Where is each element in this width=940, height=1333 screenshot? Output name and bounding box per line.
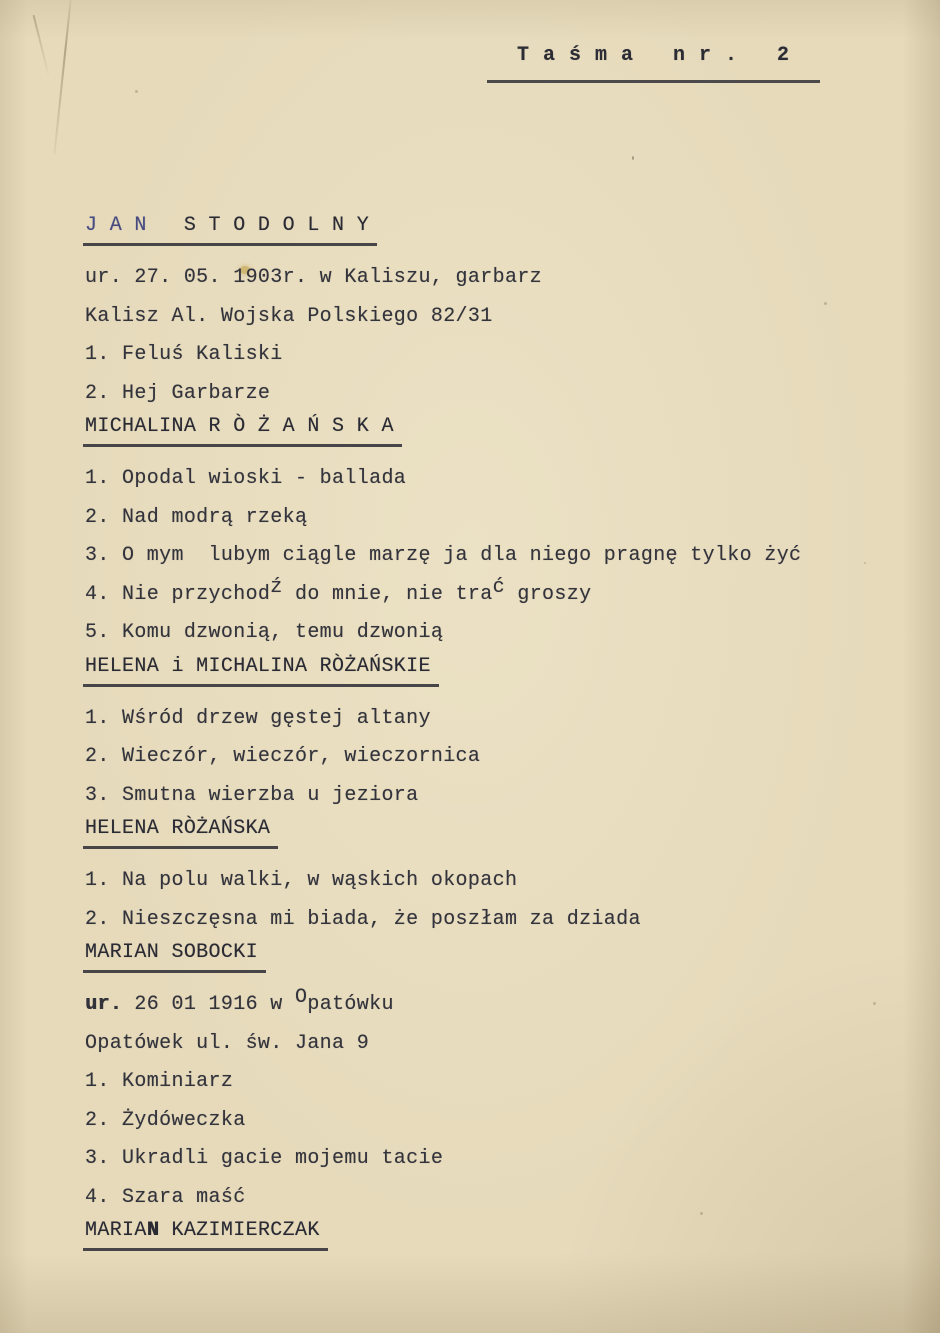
section-helena-i-michalina-rozanskie (85, 653, 885, 816)
text-segment: 1. Na polu walki, w wąskich okopach (85, 869, 518, 892)
section-heading (83, 212, 377, 246)
text-segment: 2. Żydóweczka (85, 1108, 246, 1132)
document-line (85, 901, 885, 940)
document-line (85, 986, 885, 1025)
text-segment: S T O D O L N Y (146, 214, 370, 237)
text-segment: MICHALINA R Ò Ż A Ń S K A (85, 415, 394, 438)
section-heading (83, 939, 266, 973)
document-line (85, 614, 885, 653)
document-line (85, 862, 885, 901)
document-line (85, 298, 885, 337)
document-line (85, 537, 885, 576)
section-helena-rozanska (85, 815, 885, 939)
text-segment: 2. Nad modrą rzeką (85, 505, 308, 529)
text-segment: HELENA i MICHALINA RÒŻAŃSKIE (85, 654, 431, 678)
section-heading (83, 413, 402, 447)
document-line (85, 1140, 885, 1179)
text-segment: ć (492, 575, 505, 599)
text-segment: MARIAN SOBOCKI (85, 941, 258, 964)
text-segment: 1. Kominiarz (85, 1070, 234, 1093)
text-segment: Kalisz Al. Wojska Polskiego 82/31 (85, 304, 493, 328)
text-segment: 1. Feluś Kaliski (85, 343, 283, 366)
text-segment: do mnie, nie tra (282, 582, 493, 606)
text-segment: groszy (504, 582, 592, 606)
document-line (85, 259, 885, 298)
text-segment: 3. O mym lubym ciągle marzę ja dla niego pragnę tylko żyć (85, 544, 802, 567)
section-heading (83, 815, 278, 849)
text-segment: patówku (307, 993, 394, 1016)
section-jan-stodolny (85, 212, 885, 413)
document-line (85, 1179, 885, 1218)
paper-speck (135, 90, 138, 93)
tape-number-header: T a ś m a n r . 2 (487, 44, 820, 83)
text-segment: 2. Wieczór, wieczór, wieczornica (85, 745, 481, 768)
text-segment: ur. (85, 993, 123, 1016)
text-segment: KAZIMIERCZAK (159, 1219, 320, 1242)
text-segment: 1. Opodal wioski - ballada (85, 467, 407, 490)
document-line (85, 777, 885, 816)
text-segment: ur. 27. 05. 1903r. w Kaliszu, garbarz (85, 266, 543, 289)
document-line (85, 375, 885, 414)
text-segment: 4. Szara maść (85, 1185, 246, 1209)
document-line (85, 1025, 885, 1064)
document-line (85, 1102, 885, 1141)
text-segment: 1. Wśród drzew gęstej altany (85, 706, 431, 730)
text-segment: 3. Smutna wierzba u jeziora (85, 783, 419, 807)
paper-crease (53, 0, 72, 155)
text-segment: 2. Hej Garbarze (85, 381, 271, 405)
section-marian-sobocki (85, 939, 885, 1217)
text-segment: 5. Komu dzwonią, temu dzwonią (85, 621, 444, 644)
text-segment: N (146, 1219, 160, 1242)
text-segment: O (295, 986, 308, 1009)
document-line (85, 460, 885, 499)
section-marian-kazimierczak (85, 1217, 885, 1264)
text-segment: 4. Nie przychod (85, 582, 271, 606)
text-segment: J A N (85, 214, 147, 237)
section-heading (83, 1217, 328, 1251)
document-line (85, 499, 885, 538)
text-segment: 3. Ukradli gacie mojemu tacie (85, 1147, 444, 1170)
document-line (85, 576, 885, 615)
text-segment: HELENA RÒŻAŃSKA (85, 817, 271, 840)
document-line (85, 700, 885, 739)
section-heading (83, 653, 439, 687)
text-segment: ź (270, 575, 283, 599)
text-segment: Opatówek ul. św. Jana 9 (85, 1031, 370, 1055)
paper-crease (33, 15, 50, 76)
document-line (85, 336, 885, 375)
document-line (85, 1063, 885, 1102)
paper-speck (632, 156, 634, 160)
document-sections (85, 212, 885, 1264)
document-line (85, 738, 885, 777)
text-segment: 26 01 1916 w (122, 993, 295, 1016)
text-segment: 2. Nieszczęsna mi biada, że poszłam za dziada (85, 907, 641, 931)
text-segment: MARIA (85, 1219, 147, 1242)
section-michalina-rozanska (85, 413, 885, 653)
